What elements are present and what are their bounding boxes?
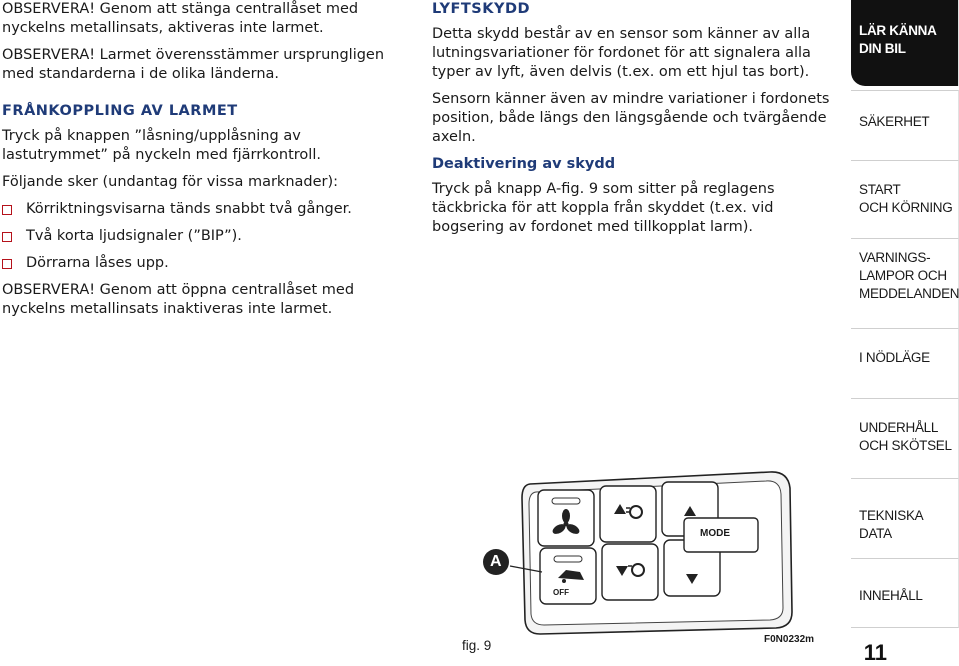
section-heading-disarm: FRÅNKOPPLING AV LARMET xyxy=(2,103,238,119)
tab-start-och-korning[interactable] xyxy=(851,160,959,238)
lift-description: Detta skydd består av en sensor som känner av alla lutningsvariationer för fordonet för att signalera alla typer av lyft, även delvis (t.ex. om ett hjul tas bort). xyxy=(432,26,811,80)
figure-code: F0N0232m xyxy=(764,634,815,645)
deactivate-instruction: Tryck på knapp A-fig. 9 som sitter på reglagens täckbricka för att koppla från skyddet (t.ex. vid bogsering av fordonet med tillkopplat larm). xyxy=(432,181,775,235)
tab-label: TEKNISKA DATA xyxy=(859,508,923,541)
tab-varningslampor[interactable] xyxy=(851,238,959,328)
note-unlock-key: OBSERVERA! Genom att öppna centrallåset med nyckelns metallinsats inaktiveras inte larmet. xyxy=(2,282,355,317)
tab-label: OCH SKÖTSEL xyxy=(859,438,952,453)
tab-label: LAMPOR OCH xyxy=(859,268,947,283)
off-label: OFF xyxy=(553,588,569,597)
disarm-instruction: Tryck på knappen ”låsning/upplåsning av lastutrymmet” på nyckeln med fjärrkontroll. xyxy=(2,128,321,163)
led-indicator-icon xyxy=(552,498,580,504)
headlight-down-button[interactable] xyxy=(602,544,658,600)
tab-label: LÄR KÄNNA xyxy=(859,23,937,38)
control-panel-illustration xyxy=(470,462,830,642)
lift-sensor-detail: Sensorn känner även av mindre variationer i fordonets position, både längs den längsgående och tvärgående axeln. xyxy=(432,91,830,145)
list-item xyxy=(2,227,402,246)
tab-label: DIN BIL xyxy=(859,41,906,56)
list-item-text: Körriktningsvisarna tänds snabbt två gånger. xyxy=(26,201,352,217)
section-heading-lift: LYFTSKYDD xyxy=(432,1,531,17)
tab-i-nodlage[interactable] xyxy=(851,328,959,398)
headlight-up-button[interactable] xyxy=(600,486,656,542)
tab-label: OCH KÖRNING xyxy=(859,200,953,215)
tab-sakerhet[interactable] xyxy=(851,90,959,160)
disarm-effects-intro: Följande sker (undantag för vissa marknader): xyxy=(2,174,339,190)
figure-control-panel xyxy=(470,462,830,662)
list-item-text: Två korta ljudsignaler (”BIP”). xyxy=(26,228,242,244)
left-column xyxy=(2,0,402,327)
tab-label: I NÖDLÄGE xyxy=(859,350,930,365)
figure-caption: fig. 9 xyxy=(462,638,492,653)
tab-label: MEDDELANDEN xyxy=(859,286,959,301)
list-item-text: Dörrarna låses upp. xyxy=(26,255,169,271)
tab-label: SÄKERHET xyxy=(859,114,930,129)
checkbox-bullet-icon xyxy=(2,232,12,242)
tab-label: INNEHÅLL xyxy=(859,588,923,603)
middle-column xyxy=(432,0,832,245)
tab-underhall-och-skotsel[interactable] xyxy=(851,398,959,478)
checkbox-bullet-icon xyxy=(2,205,12,215)
note-lock-key: OBSERVERA! Genom att stänga centrallåset med nyckelns metallinsats, aktiveras inte larmet. xyxy=(2,1,359,36)
list-item xyxy=(2,200,402,219)
tab-label: VARNINGS- xyxy=(859,250,931,265)
callout-a-label: A xyxy=(490,553,502,570)
tab-lar-kanna-din-bil[interactable] xyxy=(851,0,959,86)
list-item xyxy=(2,254,402,273)
tab-tekniska-data[interactable] xyxy=(851,478,959,558)
tab-label: START xyxy=(859,182,901,197)
note-alarm-standards: OBSERVERA! Larmet överensstämmer ursprungligen med standarderna i de olika länderna. xyxy=(2,47,385,82)
page-number: 11 xyxy=(863,640,887,665)
chapter-sidebar xyxy=(851,0,959,665)
led-indicator-icon xyxy=(554,556,582,562)
subheading-deactivate: Deaktivering av skydd xyxy=(432,156,616,172)
tab-innehall[interactable] xyxy=(851,558,959,628)
tab-label: UNDERHÅLL xyxy=(859,420,939,435)
mode-label: MODE xyxy=(700,528,730,539)
checkbox-bullet-icon xyxy=(2,259,12,269)
